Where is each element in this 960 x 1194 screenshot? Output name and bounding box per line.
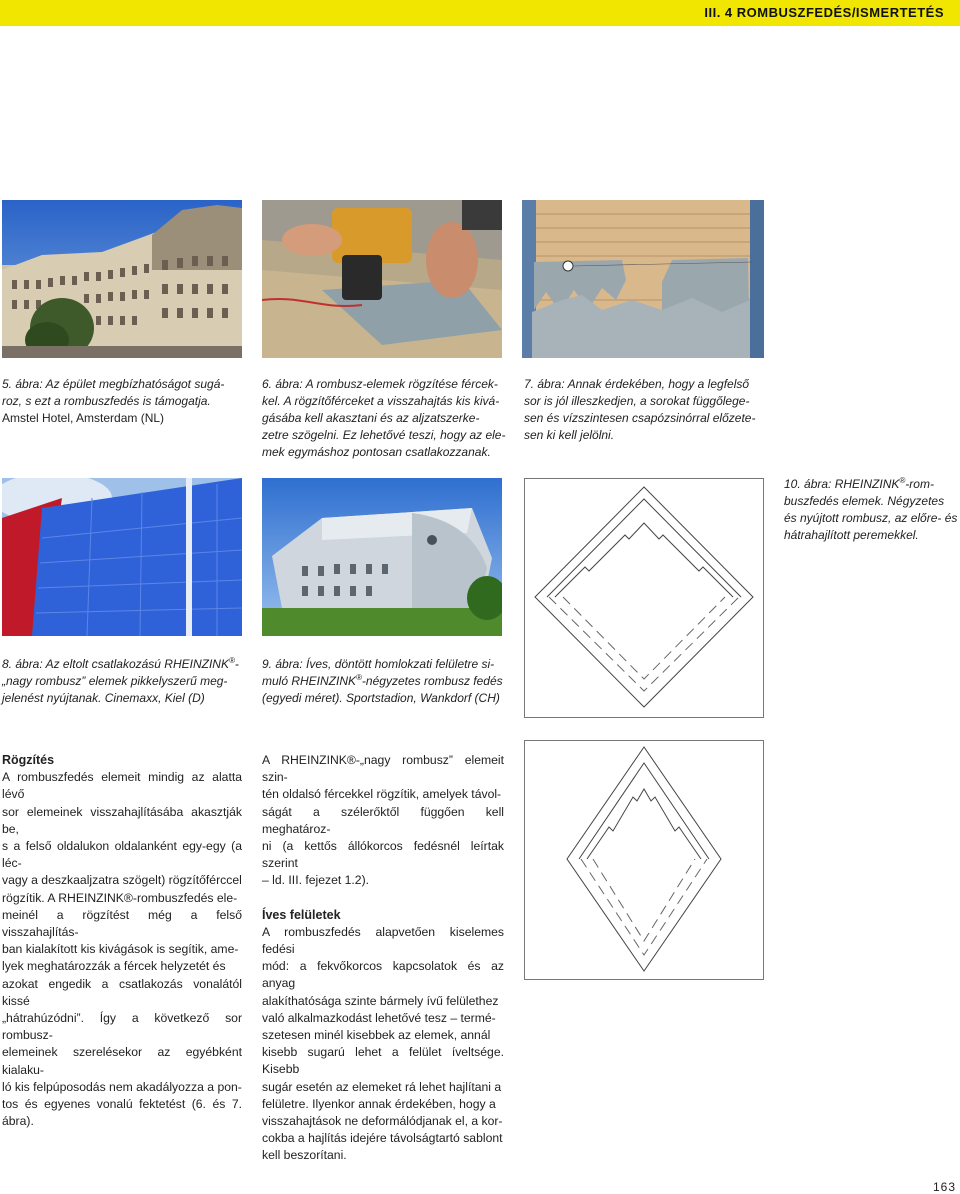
text-line: – ld. III. fejezet 1.2). [262, 873, 370, 888]
caption-line: Amstel Hotel, Amsterdam (NL) [2, 411, 165, 425]
section-title: III. 4 ROMBUSZFEDÉS/ISMERTETÉS [704, 5, 944, 20]
caption-line [784, 476, 960, 493]
figure-7-photo [522, 200, 764, 358]
page-number: 163 [932, 1180, 956, 1194]
caption-line: 6. ábra: A rombusz-elemek rögzítése fércek- [262, 377, 498, 391]
section-heading-ives-feluletek: Íves felületek [262, 907, 341, 922]
caption-fragment: - [234, 657, 239, 671]
caption-line: hátrahajlított peremekkel. [784, 528, 919, 542]
text-line: szetesen minél kisebbek az elemek, annál [262, 1028, 491, 1043]
text-line: lyek meghatározzák a fércek helyzetét és [2, 959, 226, 974]
text-line: A RHEINZINK®-„nagy rombusz” elemeit szin- [262, 753, 504, 785]
caption-line: roz, s ezt a rombuszfedés is támogatja. [2, 394, 211, 408]
caption-line [2, 656, 252, 673]
figure-8-photo [2, 478, 242, 636]
caption-line: 9. ábra: Íves, döntött homlokzati felületre si- [262, 657, 495, 671]
figure-10-caption [784, 476, 960, 544]
figure-6-caption [262, 376, 512, 461]
text-line: s a felső oldalukon oldalanként egy-egy (a léc- [2, 839, 242, 871]
text-line: ni (a kettős állókorcos fedésnél leírtak szerint [262, 839, 504, 871]
caption-line: sen és vízszintesen csapózsinórral előzete- [524, 411, 756, 425]
body-column-1 [2, 752, 242, 1130]
text-line: „hátrahúzódni”. Így a következő sor rombusz- [2, 1011, 242, 1043]
text-line: meinél a rögzítést még a felső visszahajlítás- [2, 907, 242, 940]
section-heading-rogzites: Rögzítés [2, 753, 55, 767]
figure-10-diagram-square [524, 478, 764, 718]
caption-fragment: 8. ábra: Az eltolt csatlakozású RHEINZINK [2, 657, 229, 671]
figure-9-photo [262, 478, 502, 636]
text-line: felületre. Ilyenkor annak érdekében, hogy a [262, 1096, 496, 1111]
caption-fragment: muló RHEINZINK [262, 674, 357, 688]
caption-line: 5. ábra: Az épület megbízhatóságot sugá- [2, 377, 225, 391]
text-line: rögzítik. A RHEINZINK®-rombuszfedés ele- [2, 890, 238, 905]
text-line: való alkalmazkodást lehetővé tesz – termé- [262, 1010, 496, 1025]
text-line: A rombuszfedés elemeit mindig az alatta lévő [2, 770, 242, 802]
caption-fragment: -négyzetes rombusz fedés [361, 674, 503, 688]
figure-10-diagram-elongated [524, 740, 764, 980]
caption-line: buszfedés elemek. Négyzetes [784, 494, 945, 508]
body-column-2 [262, 752, 504, 1165]
figure-5-caption [2, 376, 247, 427]
caption-line: (egyedi méret). Sportstadion, Wankdorf (CH) [262, 691, 500, 705]
caption-line: zetre szögelni. Ez lehetővé teszi, hogy az ele- [262, 428, 506, 442]
text-line: azokat engedik a csatlakozás vonalától kissé [2, 976, 242, 1008]
text-line: ban kialakított kis kivágások is segítik, ame- [2, 942, 239, 957]
caption-line [262, 673, 512, 690]
text-line: vagy a deszkaaljzatra szögelt) rögzítőférccel [2, 873, 242, 888]
text-line: kell beszorítani. [262, 1148, 347, 1163]
figure-5-photo [2, 200, 242, 358]
text-line: kisebb sugarú lehet a felület íveltsége. Kisebb [262, 1045, 504, 1077]
registered-mark: ® [356, 673, 362, 682]
text-line: ságát a szélerőktől függően kell meghatároz- [262, 804, 504, 836]
text-line: A rombuszfedés alapvetően kiselemes fedési [262, 924, 504, 957]
figure-8-caption [2, 656, 252, 707]
text-line: cokba a hajlítás idejére távolságtartó sablont [262, 1131, 503, 1146]
text-line: tén oldalsó fércekkel rögzítik, amelyek távol- [262, 787, 502, 802]
figure-9-caption [262, 656, 512, 707]
text-line: mód: a fekvőkorcos kapcsolatok és az anyag [262, 959, 504, 991]
caption-line: 7. ábra: Annak érdekében, hogy a legfelső [524, 377, 750, 391]
text-line: sor elemeinek visszahajlításába akasztják be, [2, 804, 242, 836]
figure-6-photo [262, 200, 502, 358]
text-line: sugár esetén az elemeket rá lehet hajlítani a [262, 1079, 502, 1094]
figure-7-caption [524, 376, 769, 444]
text-line: visszahajtások ne deformálódjanak el, a kor- [262, 1114, 503, 1129]
registered-mark: ® [228, 656, 235, 665]
caption-line: sen ki kell jelölni. [524, 428, 615, 442]
text-line: alakíthatósága szinte bármely ívű felülethez [262, 993, 499, 1008]
caption-line: gásába kell akasztani és az aljzatszerke- [262, 411, 480, 425]
caption-fragment: 10. ábra: RHEINZINK [784, 477, 900, 491]
caption-line: sor is jól illeszkedjen, a sorokat függőlege- [524, 394, 750, 408]
caption-line: jelenést nyújtanak. Cinemaxx, Kiel (D) [2, 691, 205, 705]
caption-line: mek egymáshoz pontosan csatlakozzanak. [262, 445, 491, 459]
text-line: tos és egyenes vonalú fektetést (6. és 7. ábra). [2, 1097, 242, 1129]
caption-line: és nyújtott rombusz, az előre- és [784, 511, 958, 525]
text-line: elemeinek szerelésekor az egyébként kialaku- [2, 1045, 242, 1077]
registered-mark: ® [899, 476, 906, 485]
caption-line: kel. A rögzítőférceket a visszahajtás kis kivá- [262, 394, 500, 408]
caption-fragment: -rom- [905, 477, 934, 491]
text-line: ló kis felpúposodás nem akadályozza a pon- [2, 1079, 242, 1094]
caption-line: „nagy rombusz” elemek pikkelyszerű meg- [2, 674, 228, 688]
